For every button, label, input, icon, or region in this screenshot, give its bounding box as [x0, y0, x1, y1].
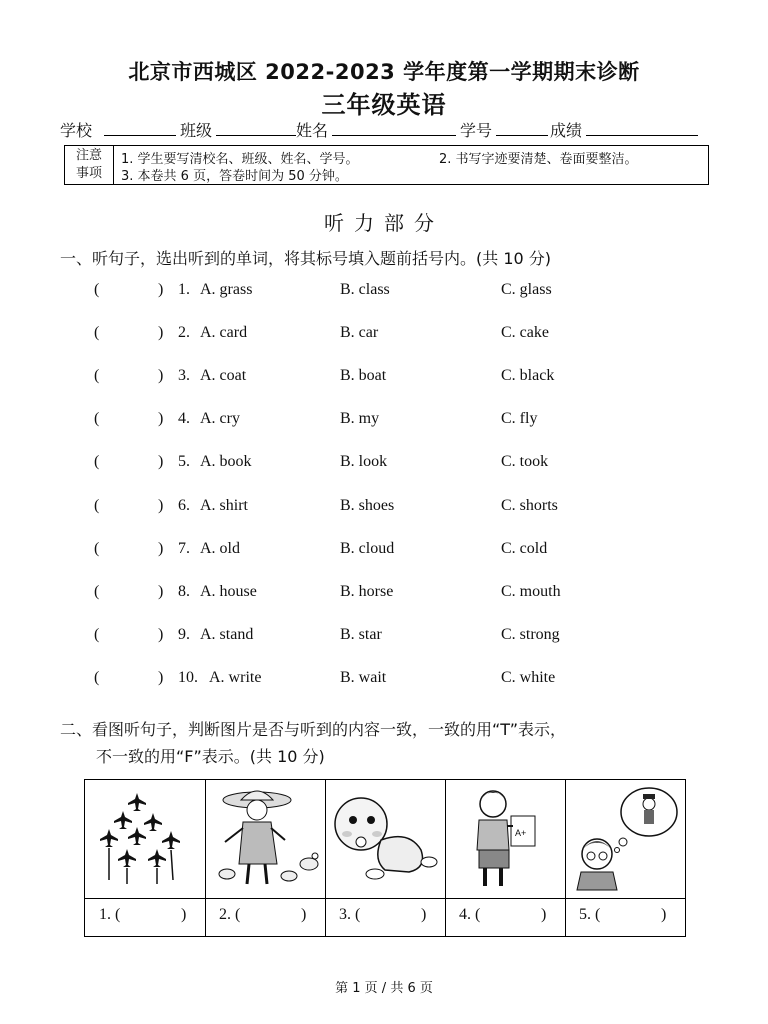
answer-close-5: ) [661, 906, 667, 923]
section-title: 听力部分 [324, 211, 444, 235]
thought-bubble-icon [565, 780, 685, 898]
name-label: 姓名 [296, 121, 329, 140]
answer-label-4: 4. ( [459, 906, 481, 923]
answer-label-2: 2. ( [219, 906, 241, 923]
notes-heading [65, 146, 114, 185]
option-a: A. coat [200, 367, 247, 384]
school-blank[interactable] [104, 135, 176, 136]
question-number: 6. [178, 497, 190, 514]
airplanes-picture [85, 780, 205, 899]
score-blank[interactable] [586, 135, 698, 136]
option-b: B. class [340, 281, 390, 298]
question-row [0, 281, 768, 305]
answer-paren-right: ) [158, 497, 164, 514]
option-c: C. strong [501, 626, 560, 643]
question-row [0, 410, 768, 434]
note-item-3: 3. 本卷共 6 页，答卷时间为 50 分钟。 [121, 169, 348, 184]
answer-close-4: ) [541, 906, 547, 923]
boy-test-picture [445, 780, 565, 899]
question-row [0, 669, 768, 693]
baby-icon [325, 780, 445, 898]
answer-paren-left[interactable]: ( [94, 410, 100, 427]
school-label: 学校 [60, 121, 93, 140]
answer-paren-right: ) [158, 626, 164, 643]
notes-heading-line2: 事项 [75, 166, 102, 181]
note-item-1: 1. 学生要写清校名、班级、姓名、学号。 [121, 152, 359, 167]
exam-subtitle: 三年级英语 [321, 91, 447, 119]
option-a: A. book [200, 453, 252, 470]
answer-paren-right: ) [158, 669, 164, 686]
question-row [0, 583, 768, 607]
note-item-2: 2. 书写字迹要清楚、卷面要整洁。 [439, 152, 638, 167]
answer-paren-left[interactable]: ( [94, 669, 100, 686]
answer-paren-left[interactable]: ( [94, 281, 100, 298]
question-number: 10. [178, 669, 198, 686]
answer-paren-left[interactable]: ( [94, 367, 100, 384]
question-number: 8. [178, 583, 190, 600]
option-a: A. stand [200, 626, 254, 643]
score-label: 成绩 [550, 121, 583, 140]
question-row [0, 540, 768, 564]
baby-picture [325, 780, 445, 899]
question-number: 7. [178, 540, 190, 557]
answer-slot-4[interactable] [459, 906, 559, 924]
answer-paren-right: ) [158, 324, 164, 341]
airplane-icon [85, 780, 205, 898]
answer-label-3: 3. ( [339, 906, 361, 923]
question-number: 5. [178, 453, 190, 470]
answer-paren-right: ) [158, 281, 164, 298]
part2-instruction-line1: 二、看图听句子，判断图片是否与听到的内容一致，一致的用“T”表示， [60, 720, 567, 739]
exam-title: 北京市西城区 2022-2023 学年度第一学期期末诊断 [128, 60, 640, 84]
option-b: B. cloud [340, 540, 395, 557]
answer-slot-3[interactable] [339, 906, 439, 924]
option-b: B. look [340, 453, 388, 470]
option-a: A. old [200, 540, 240, 557]
answer-paren-left[interactable]: ( [94, 453, 100, 470]
part1-instruction: 一、听句子，选出听到的单词，将其标号填入题前括号内。(共 10 分) [60, 249, 552, 268]
class-blank[interactable] [216, 135, 296, 136]
option-a: A. write [209, 669, 262, 686]
answer-paren-right: ) [158, 410, 164, 427]
option-b: B. my [340, 410, 380, 427]
option-c: C. cake [501, 324, 549, 341]
answer-paren-right: ) [158, 540, 164, 557]
question-number: 2. [178, 324, 190, 341]
answer-paren-left[interactable]: ( [94, 497, 100, 514]
thinking-boy-picture [565, 780, 685, 899]
option-c: C. fly [501, 410, 538, 427]
option-b: B. wait [340, 669, 387, 686]
question-row [0, 324, 768, 348]
option-b: B. star [340, 626, 382, 643]
answer-paren-left[interactable]: ( [94, 583, 100, 600]
question-number: 4. [178, 410, 190, 427]
picture-cell-5 [565, 780, 685, 936]
question-row [0, 626, 768, 650]
question-row [0, 497, 768, 521]
option-a: A. house [200, 583, 257, 600]
option-c: C. black [501, 367, 555, 384]
option-c: C. shorts [501, 497, 558, 514]
answer-label-1: 1. ( [99, 906, 121, 923]
picture-table [84, 779, 686, 937]
option-c: C. cold [501, 540, 548, 557]
name-blank[interactable] [332, 135, 456, 136]
question-number: 1. [178, 281, 190, 298]
answer-close-1: ) [181, 906, 187, 923]
question-row [0, 367, 768, 391]
answer-slot-1[interactable] [99, 906, 199, 924]
answer-paren-left[interactable]: ( [94, 324, 100, 341]
answer-label-5: 5. ( [579, 906, 601, 923]
notes-heading-line1: 注意 [75, 148, 102, 163]
farmer-picture [205, 780, 325, 899]
answer-paren-left[interactable]: ( [94, 626, 100, 643]
question-row [0, 453, 768, 477]
option-a: A. grass [200, 281, 253, 298]
answer-paren-right: ) [158, 367, 164, 384]
page-footer: 第 1 页 / 共 6 页 [335, 981, 433, 996]
question-number: 9. [178, 626, 190, 643]
option-b: B. shoes [340, 497, 395, 514]
question-number: 3. [178, 367, 190, 384]
option-a: A. card [200, 324, 248, 341]
boy-icon [445, 780, 565, 898]
option-c: C. white [501, 669, 556, 686]
answer-close-3: ) [421, 906, 427, 923]
answer-paren-right: ) [158, 583, 164, 600]
answer-close-2: ) [301, 906, 307, 923]
picture-cell-2 [205, 780, 326, 936]
answer-paren-right: ) [158, 453, 164, 470]
option-c: C. glass [501, 281, 552, 298]
class-label: 班级 [180, 121, 213, 140]
svg-text:A+: A+ [515, 828, 527, 838]
answer-slot-2[interactable] [219, 906, 319, 924]
option-b: B. horse [340, 583, 394, 600]
option-a: A. shirt [200, 497, 248, 514]
student-id-label: 学号 [460, 121, 493, 140]
option-c: C. mouth [501, 583, 561, 600]
picture-cell-3 [325, 780, 446, 936]
option-c: C. took [501, 453, 549, 470]
answer-paren-left[interactable]: ( [94, 540, 100, 557]
student-info-row [60, 118, 710, 140]
option-b: B. boat [340, 367, 387, 384]
option-a: A. cry [200, 410, 240, 427]
picture-cell-1 [85, 780, 206, 936]
notes-box [64, 145, 709, 185]
farmer-icon [205, 780, 325, 898]
answer-slot-5[interactable] [579, 906, 679, 924]
student-id-blank[interactable] [496, 135, 548, 136]
part2-instruction-line2: 不一致的用“F”表示。(共 10 分) [96, 747, 325, 766]
picture-cell-4 [445, 780, 566, 936]
option-b: B. car [340, 324, 379, 341]
